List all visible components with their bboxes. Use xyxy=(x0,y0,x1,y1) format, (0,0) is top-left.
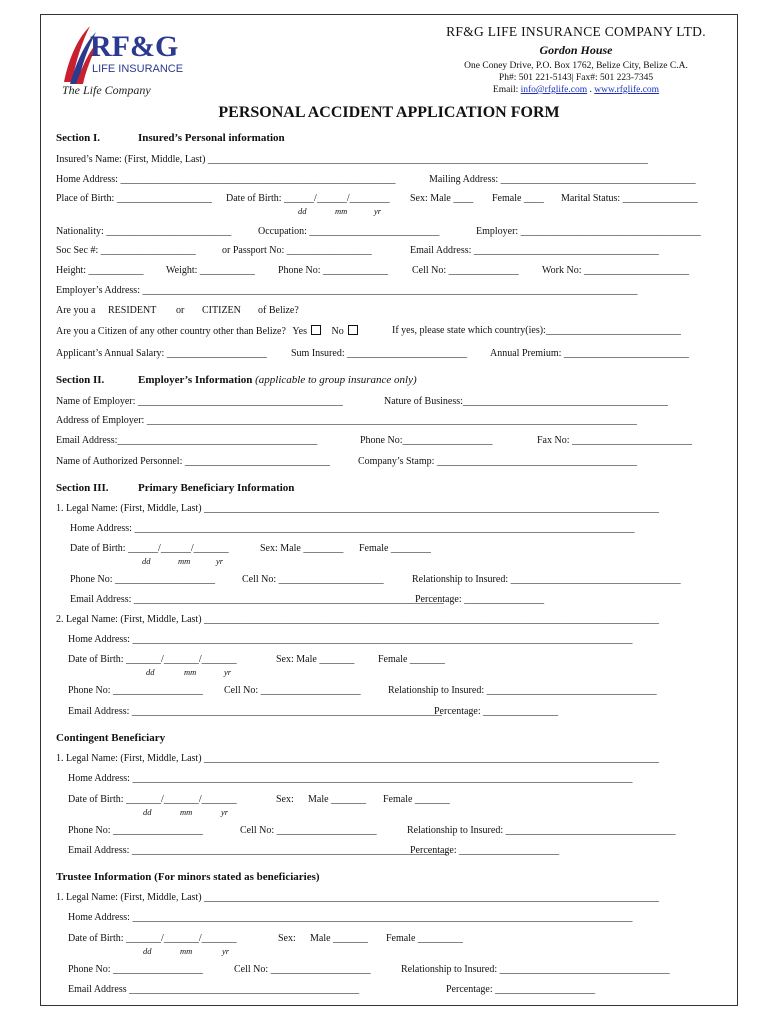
trustee-dd-hint: dd xyxy=(143,946,152,956)
section1-num: Section I. xyxy=(56,132,100,144)
height-field[interactable]: Height: ___________ xyxy=(56,265,144,276)
b2-sex-female-field[interactable]: Female _______ xyxy=(378,654,445,665)
mailing-address-field[interactable]: Mailing Address: _______________________________________ xyxy=(429,174,696,185)
b2-sex-male-field[interactable]: Sex: Male _______ xyxy=(276,654,355,665)
section3-title: Primary Beneficiary Information xyxy=(138,482,295,494)
b2-email-field[interactable]: Email Address: ______________________________________________________________ xyxy=(68,706,442,717)
work-field[interactable]: Work No: _____________________ xyxy=(542,265,689,276)
logo-subtitle: LIFE INSURANCE xyxy=(92,63,184,75)
trustee-relationship-field[interactable]: Relationship to Insured: __________________________________ xyxy=(401,964,670,975)
section2-num: Section II. xyxy=(56,374,105,386)
employer-email-field[interactable]: Email Address:________________________________________ xyxy=(56,435,318,446)
sex-male-field[interactable]: Sex: Male ____ xyxy=(410,193,474,204)
b1-sex-male-field[interactable]: Sex: Male ________ xyxy=(260,543,344,554)
dob-mm-hint: mm xyxy=(335,206,348,216)
trustee-percentage-field[interactable]: Percentage: ____________________ xyxy=(446,984,596,995)
email-sep: . xyxy=(589,85,592,95)
resident-or: or xyxy=(176,305,185,316)
logo-name: RF&G xyxy=(90,30,179,63)
section2-heading xyxy=(138,374,417,386)
contingent-dob-field[interactable]: Date of Birth: _______/_______/_______ xyxy=(68,794,237,805)
b2-yr-hint: yr xyxy=(224,667,232,677)
trustee-home-address-field[interactable]: Home Address: ____________________________________________________________________________________________________ xyxy=(68,912,633,923)
phone-field[interactable]: Phone No: _____________ xyxy=(278,265,388,276)
b1-sex-female-field[interactable]: Female ________ xyxy=(359,543,431,554)
yes-checkbox[interactable] xyxy=(311,325,321,335)
employer-field[interactable]: Employer: ____________________________________ xyxy=(476,226,701,237)
citizen-option[interactable]: CITIZEN xyxy=(202,305,241,316)
section3-num: Section III. xyxy=(56,482,109,494)
trustee-phone-field[interactable]: Phone No: __________________ xyxy=(68,964,203,975)
employer-name-field[interactable]: Name of Employer: _________________________________________ xyxy=(56,396,343,407)
form-title: PERSONAL ACCIDENT APPLICATION FORM xyxy=(218,104,560,121)
home-address-field[interactable]: Home Address: _______________________________________________________ xyxy=(56,174,396,185)
b2-dob-field[interactable]: Date of Birth: _______/_______/_______ xyxy=(68,654,237,665)
company-name: RF&G LIFE INSURANCE COMPANY LTD. xyxy=(446,24,706,39)
logo-tagline: The Life Company xyxy=(62,83,151,97)
b1-percentage-field[interactable]: Percentage: ________________ xyxy=(415,594,545,605)
b2-phone-field[interactable]: Phone No: __________________ xyxy=(68,685,203,696)
nationality-field[interactable]: Nationality: _________________________ xyxy=(56,226,232,237)
contingent-home-address-field[interactable]: Home Address: ____________________________________________________________________________________________________ xyxy=(68,773,633,784)
company-phone-fax: Ph#: 501 221-5143| Fax#: 501 223-7345 xyxy=(498,73,654,83)
b1-home-address-field[interactable]: Home Address: ____________________________________________________________________________________________________ xyxy=(70,523,635,534)
of-belize-label: of Belize? xyxy=(258,305,299,316)
trustee-dob-field[interactable]: Date of Birth: _______/_______/_______ xyxy=(68,933,237,944)
b1-cell-field[interactable]: Cell No: _____________________ xyxy=(242,574,384,585)
country-field[interactable]: If yes, please state which country(ies):___________________________ xyxy=(392,325,681,336)
employer-address-field[interactable]: Employer’s Address: ___________________________________________________________________________________________________ xyxy=(56,285,638,296)
soc-sec-field[interactable]: Soc Sec #: ___________________ xyxy=(56,245,196,256)
no-label: No xyxy=(331,326,344,337)
trustee-yr-hint: yr xyxy=(222,946,230,956)
contingent-yr-hint: yr xyxy=(221,807,229,817)
sex-female-field[interactable]: Female ____ xyxy=(492,193,544,204)
email-field[interactable]: Email Address: _____________________________________ xyxy=(410,245,659,256)
contingent-cell-field[interactable]: Cell No: ____________________ xyxy=(240,825,377,836)
contingent-phone-field[interactable]: Phone No: __________________ xyxy=(68,825,203,836)
contingent-sex-label: Sex: xyxy=(276,794,294,805)
trustee-female-field[interactable]: Female _________ xyxy=(386,933,463,944)
yes-label: Yes xyxy=(292,326,307,337)
resident-question: Are you a xyxy=(56,305,96,316)
b2-legal-name-field[interactable]: 2. Legal Name: (First, Middle, Last) ___________________________________________________________________________________________ xyxy=(56,614,660,625)
nature-of-business-field[interactable]: Nature of Business:_________________________________________ xyxy=(384,396,668,407)
trustee-legal-name-field[interactable]: 1. Legal Name: (First, Middle, Last) ___________________________________________________________________________________________ xyxy=(56,892,660,903)
b1-relationship-field[interactable]: Relationship to Insured: __________________________________ xyxy=(412,574,681,585)
contingent-mm-hint: mm xyxy=(180,807,193,817)
website-link[interactable]: www.rfglife.com xyxy=(594,85,660,95)
no-checkbox[interactable] xyxy=(348,325,358,335)
b2-cell-field[interactable]: Cell No: ____________________ xyxy=(224,685,361,696)
cell-field[interactable]: Cell No: ______________ xyxy=(412,265,519,276)
trustee-title: Trustee Information (For minors stated as beneficiaries) xyxy=(56,871,320,883)
occupation-field[interactable]: Occupation: __________________________ xyxy=(258,226,440,237)
b1-legal-name-field[interactable]: 1. Legal Name: (First, Middle, Last) ___________________________________________________________________________________________ xyxy=(56,503,660,514)
b1-mm-hint: mm xyxy=(178,556,191,566)
authorized-personnel-field[interactable]: Name of Authorized Personnel: _____________________________ xyxy=(56,456,330,467)
b2-percentage-field[interactable]: Percentage: _______________ xyxy=(434,706,559,717)
trustee-cell-field[interactable]: Cell No: ____________________ xyxy=(234,964,371,975)
company-email-line xyxy=(426,85,726,95)
contingent-female-field[interactable]: Female _______ xyxy=(383,794,450,805)
annual-premium-field[interactable]: Annual Premium: _________________________ xyxy=(490,348,689,359)
b1-email-field[interactable]: Email Address: ______________________________________________________________ xyxy=(70,594,444,605)
employer-address2-field[interactable]: Address of Employer: __________________________________________________________________________________________________ xyxy=(56,415,637,426)
company-address: One Coney Drive, P.O. Box 1762, Belize City, Belize C.A. xyxy=(464,61,688,71)
citizen-other-label: Are you a Citizen of any other country other than Belize? xyxy=(56,326,286,337)
employer-phone-field[interactable]: Phone No:__________________ xyxy=(360,435,493,446)
email-label: Email: xyxy=(492,85,519,95)
contingent-dd-hint: dd xyxy=(143,807,152,817)
citizen-other-question xyxy=(56,325,358,338)
passport-field[interactable]: or Passport No: _________________ xyxy=(222,245,372,256)
trustee-sex-label: Sex: xyxy=(278,933,296,944)
weight-field[interactable]: Weight: ___________ xyxy=(166,265,255,276)
company-logo xyxy=(56,22,206,100)
trustee-email-field[interactable]: Email Address ______________________________________________ xyxy=(68,984,360,995)
b2-mm-hint: mm xyxy=(184,667,197,677)
company-house: Gordon House xyxy=(539,43,613,57)
company-stamp-field[interactable]: Company’s Stamp: ________________________________________ xyxy=(358,456,637,467)
contingent-title: Contingent Beneficiary xyxy=(56,732,166,744)
sum-insured-field[interactable]: Sum Insured: ________________________ xyxy=(291,348,468,359)
b1-yr-hint: yr xyxy=(216,556,224,566)
b2-home-address-field[interactable]: Home Address: ____________________________________________________________________________________________________ xyxy=(68,634,633,645)
resident-option[interactable]: RESIDENT xyxy=(108,305,157,316)
dob-dd-hint: dd xyxy=(298,206,307,216)
section1-title: Insured’s Personal information xyxy=(138,132,285,144)
b1-dob-field[interactable]: Date of Birth: ______/______/_______ xyxy=(70,543,229,554)
b2-relationship-field[interactable]: Relationship to Insured: __________________________________ xyxy=(388,685,657,696)
trustee-male-field[interactable]: Male _______ xyxy=(310,933,369,944)
b1-dd-hint: dd xyxy=(142,556,151,566)
dob-yr-hint: yr xyxy=(374,206,382,216)
place-of-birth-field[interactable]: Place of Birth: ___________________ xyxy=(56,193,212,204)
insured-name-field[interactable]: Insured’s Name: (First, Middle, Last) ________________________________________________________________________________________ xyxy=(56,154,648,165)
b2-dd-hint: dd xyxy=(146,667,155,677)
date-of-birth-field[interactable]: Date of Birth: ______/______/________ xyxy=(226,193,390,204)
contingent-relationship-field[interactable]: Relationship to Insured: __________________________________ xyxy=(407,825,676,836)
contingent-percentage-field[interactable]: Percentage: ____________________ xyxy=(410,845,560,856)
annual-salary-field[interactable]: Applicant’s Annual Salary: ____________________ xyxy=(56,348,267,359)
section2-title: Employer’s Information xyxy=(138,374,253,386)
section2-note: (applicable to group insurance only) xyxy=(255,374,417,386)
contingent-email-field[interactable]: Email Address: _______________________________________________________________ xyxy=(68,845,447,856)
b1-phone-field[interactable]: Phone No: ____________________ xyxy=(70,574,215,585)
marital-status-field[interactable]: Marital Status: _______________ xyxy=(561,193,698,204)
employer-fax-field[interactable]: Fax No: ________________________ xyxy=(537,435,692,446)
contingent-legal-name-field[interactable]: 1. Legal Name: (First, Middle, Last) ___________________________________________________________________________________________ xyxy=(56,753,660,764)
email-link[interactable]: info@rfglife.com xyxy=(520,85,588,95)
trustee-mm-hint: mm xyxy=(180,946,193,956)
contingent-male-field[interactable]: Male _______ xyxy=(308,794,367,805)
